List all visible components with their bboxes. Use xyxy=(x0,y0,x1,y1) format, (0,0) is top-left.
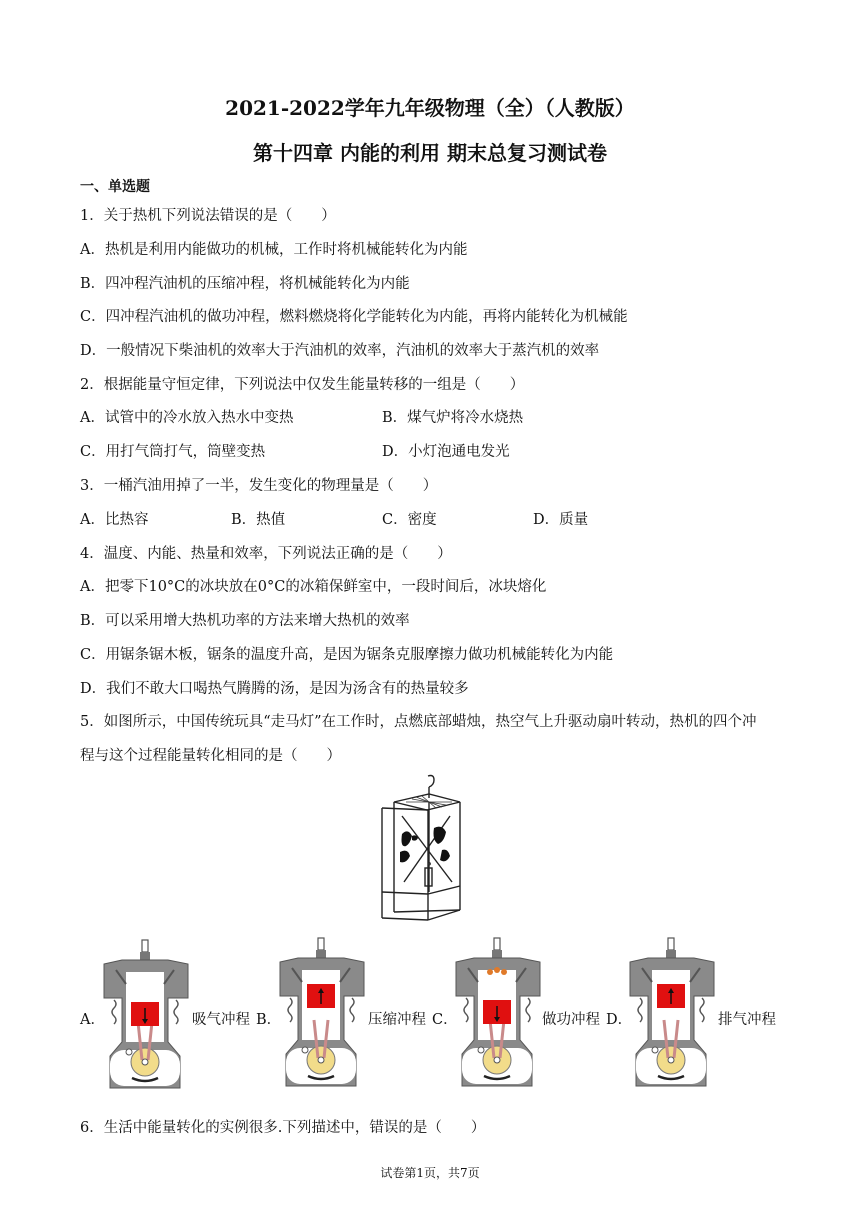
q5-option-a-caption: 吸气冲程 xyxy=(192,1012,250,1028)
q1-stem: 1．关于热机下列说法错误的是（ ） xyxy=(80,208,336,224)
q4-option-a: A．把零下10°C的冰块放在0°C的冰箱保鲜室中，一段时间后，冰块熔化 xyxy=(80,579,547,595)
q3-option-b: B．热值 xyxy=(231,512,286,528)
q3-stem: 3．一桶汽油用掉了一半，发生变化的物理量是（ ） xyxy=(80,478,438,494)
q2-option-d: D．小灯泡通电发光 xyxy=(382,444,510,460)
q2-option-b: B．煤气炉将冷水烧热 xyxy=(382,410,524,426)
engine-exhaust-diagram xyxy=(628,934,716,1090)
q5-option-c-caption: 做功冲程 xyxy=(542,1012,600,1028)
q1-option-d: D．一般情况下柴油机的效率大于汽油机的效率，汽油机的效率大于蒸汽机的效率 xyxy=(80,343,600,359)
chapter-title: 第十四章 内能的利用 期末总复习测试卷 xyxy=(253,141,607,165)
section-heading: 一、单选题 xyxy=(80,179,150,195)
q5-option-b-letter: B． xyxy=(256,1012,282,1028)
q5-stem-line1: 5．如图所示，中国传统玩具“走马灯”在工作时，点燃底部蜡烛，热空气上升驱动扇叶转动，热机的四个冲 xyxy=(80,714,757,730)
q3-option-c: C．密度 xyxy=(382,512,437,528)
q4-option-b: B．可以采用增大热机功率的方法来增大热机的效率 xyxy=(80,613,410,629)
engine-power-diagram xyxy=(454,934,542,1090)
engine-intake-diagram xyxy=(102,938,190,1090)
q5-option-b-caption: 压缩冲程 xyxy=(368,1012,426,1028)
q5-stem-line2: 程与这个过程能量转化相同的是（ ） xyxy=(80,748,341,764)
exam-title: 2021-2022学年九年级物理（全）（人教版） xyxy=(225,96,635,120)
q5-option-a-letter: A． xyxy=(80,1012,105,1028)
q2-stem: 2．根据能量守恒定律，下列说法中仅发生能量转移的一组是（ ） xyxy=(80,377,525,393)
q5-option-c-letter: C． xyxy=(432,1012,458,1028)
q4-option-c: C．用锯条锯木板，锯条的温度升高，是因为锯条克服摩擦力做功机械能转化为内能 xyxy=(80,647,614,663)
lantern-figure xyxy=(372,772,472,922)
q2-option-c: C．用打气筒打气，筒壁变热 xyxy=(80,444,266,460)
q1-option-c: C．四冲程汽油机的做功冲程，燃料燃烧将化学能转化为内能，再将内能转化为机械能 xyxy=(80,309,628,325)
q5-option-d-caption: 排气冲程 xyxy=(718,1012,776,1028)
q1-option-b: B．四冲程汽油机的压缩冲程，将机械能转化为内能 xyxy=(80,276,410,292)
q1-option-a: A．热机是利用内能做功的机械，工作时将机械能转化为内能 xyxy=(80,242,468,258)
q3-option-a: A．比热容 xyxy=(80,512,149,528)
q5-option-d-letter: D． xyxy=(606,1012,633,1028)
q3-option-d: D．质量 xyxy=(533,512,589,528)
q2-option-a: A．试管中的冷水放入热水中变热 xyxy=(80,410,294,426)
page-footer: 试卷第1页，共7页 xyxy=(380,1166,480,1180)
q6-stem: 6．生活中能量转化的实例很多.下列描述中，错误的是（ ） xyxy=(80,1120,486,1136)
q4-stem: 4．温度、内能、热量和效率，下列说法正确的是（ ） xyxy=(80,546,452,562)
engine-compression-diagram xyxy=(278,934,366,1090)
q4-option-d: D．我们不敢大口喝热气腾腾的汤，是因为汤含有的热量较多 xyxy=(80,681,469,697)
